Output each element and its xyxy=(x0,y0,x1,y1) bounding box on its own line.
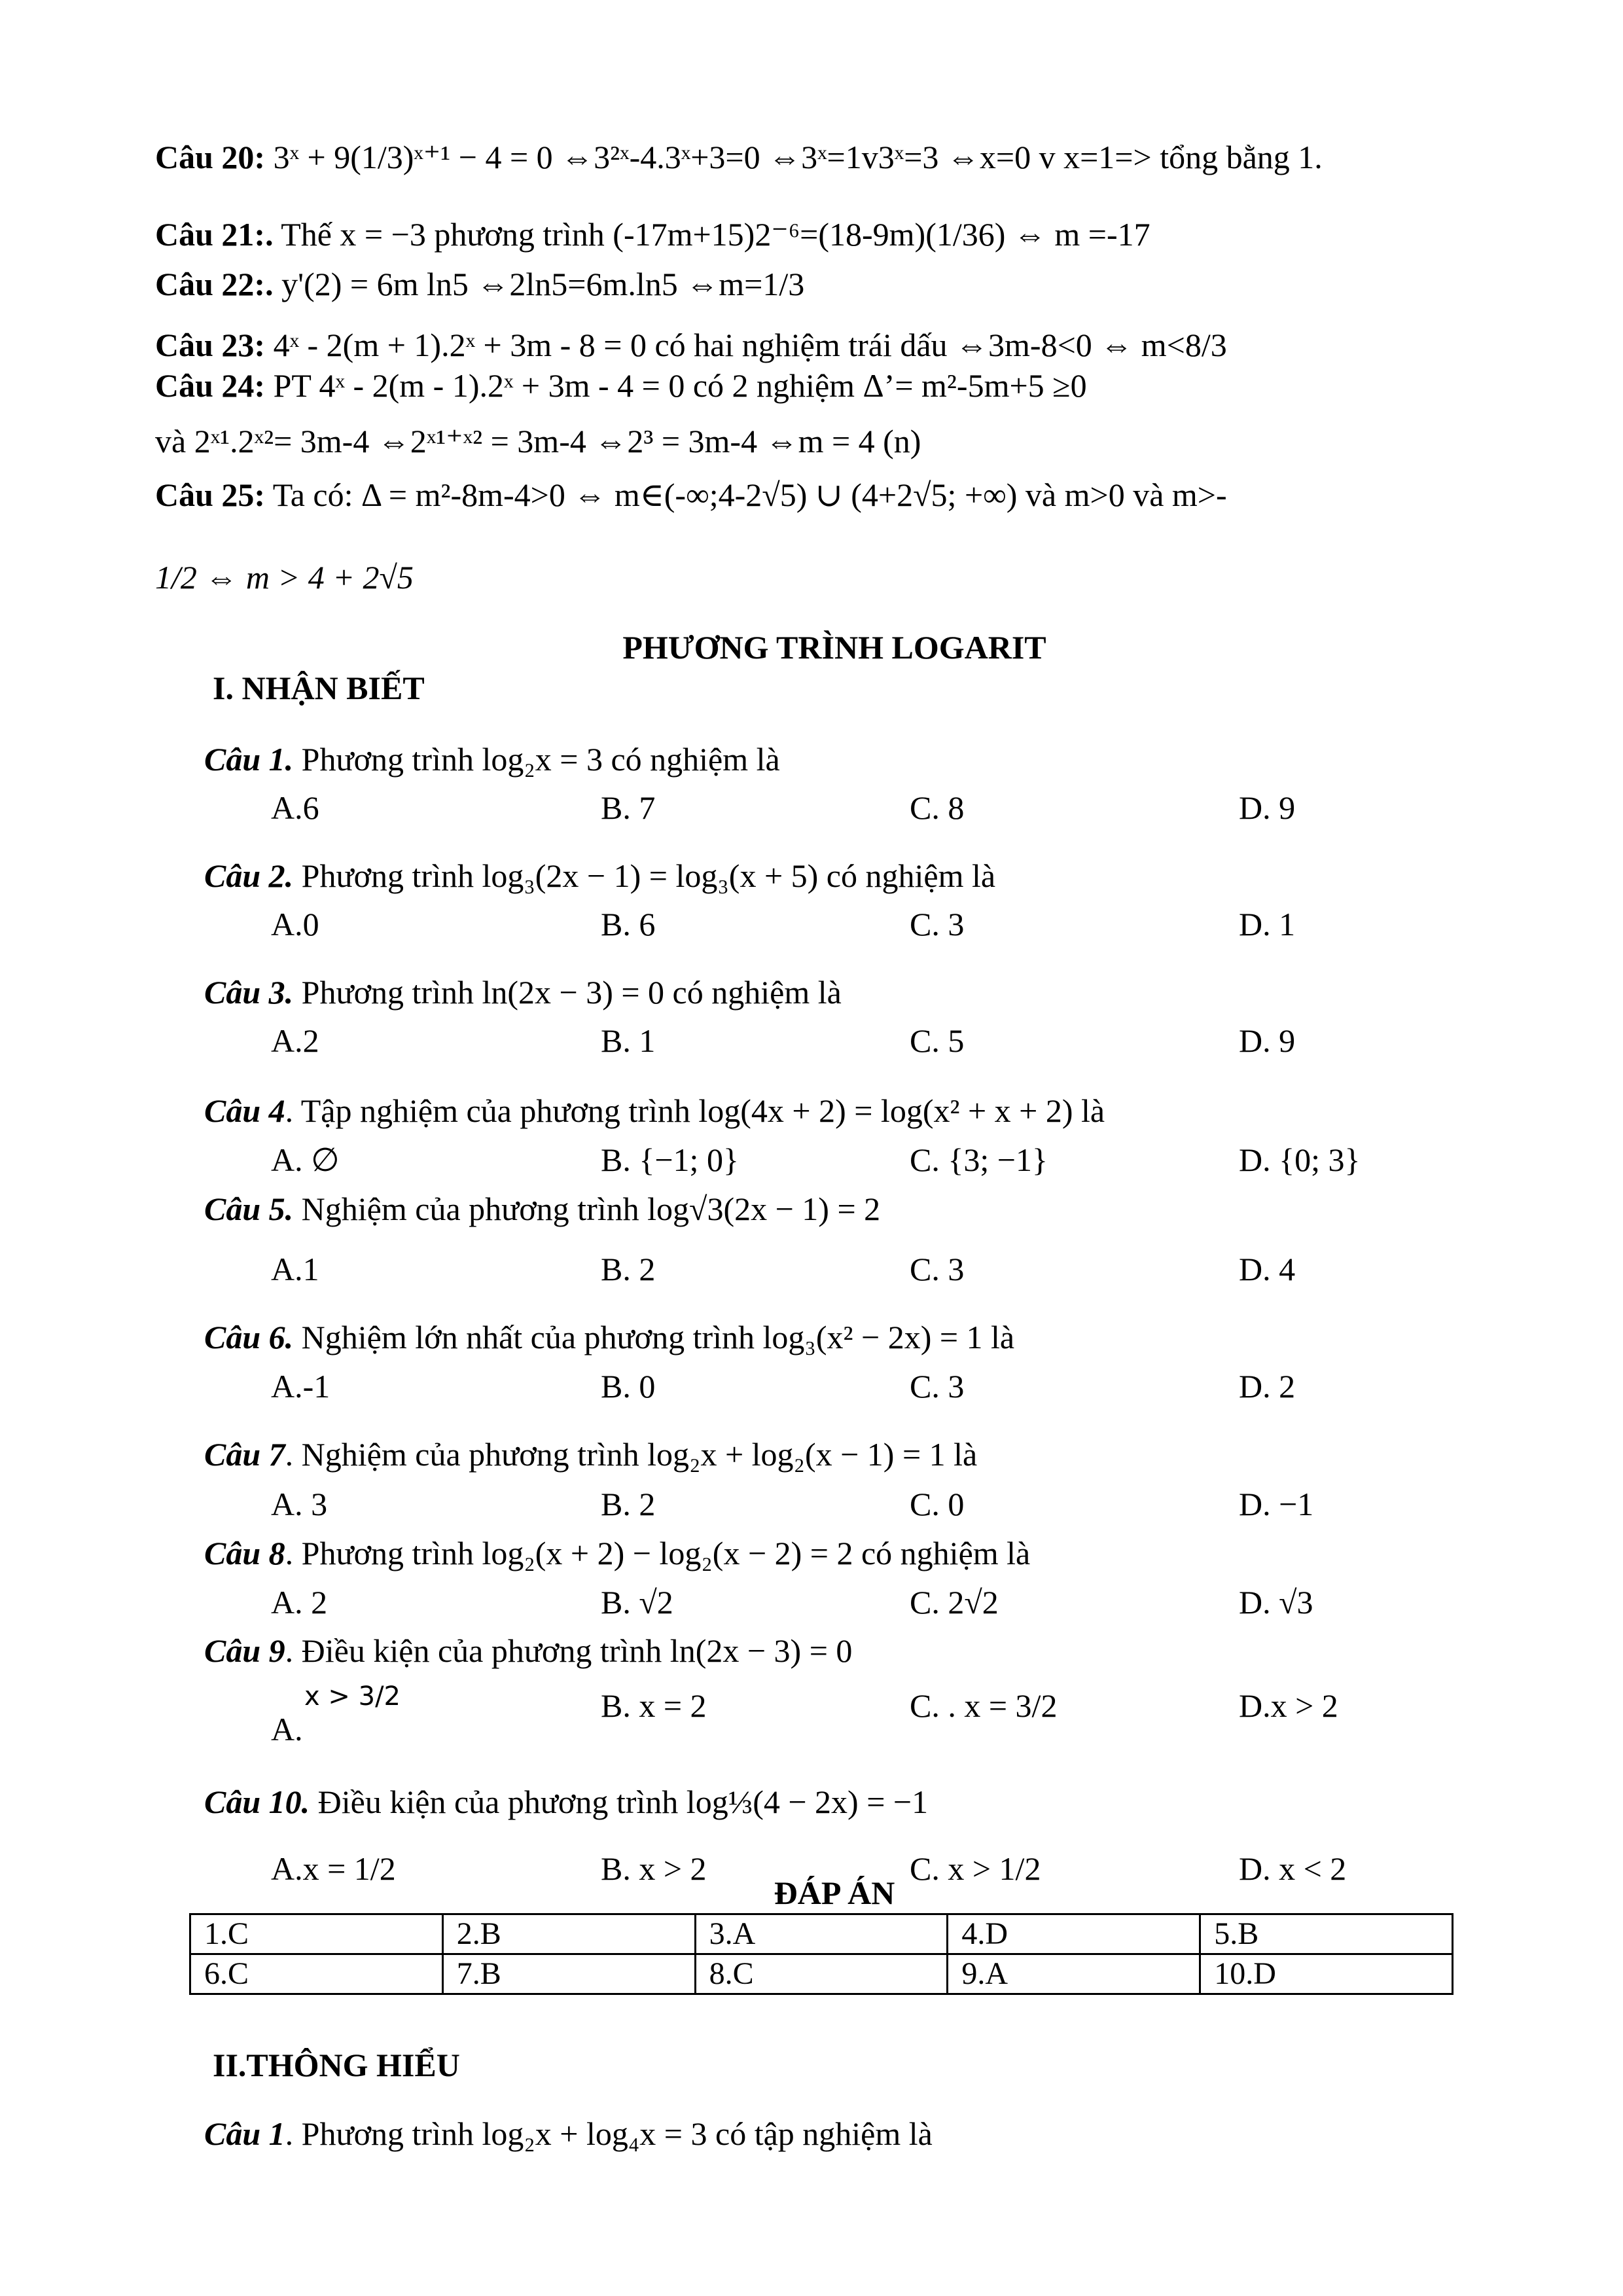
option-b: B. 2 xyxy=(601,1486,656,1522)
option-c: C. . x = 3/2 xyxy=(910,1687,1058,1724)
solution-text: và 2ˣ¹.2ˣ²= 3m-4 ⇔2ˣ¹⁺ˣ² = 3m-4 ⇔2³ = 3m-4 ⇔m = 4 (n) xyxy=(155,423,921,459)
question-7 xyxy=(204,1433,977,1475)
answer-cell: 10.D xyxy=(1200,1954,1453,1994)
option-c: C. 8 xyxy=(910,789,965,826)
option-c: C. 5 xyxy=(910,1022,965,1059)
solution-label: Câu 25: xyxy=(155,476,266,513)
option-b: B. 0 xyxy=(601,1368,656,1405)
option-a: A.2 xyxy=(271,1022,319,1059)
question-text: . Phương trình log₂(x + 2) − log₂(x − 2) = 2 có nghiệm là xyxy=(285,1535,1031,1571)
answer-table xyxy=(189,1913,1454,1995)
option-a: A. ∅ xyxy=(271,1141,340,1178)
option-d: D. 9 xyxy=(1239,1022,1296,1059)
question-text: . Tập nghiệm của phương trình log(4x + 2) = log(x² + x + 2) là xyxy=(285,1092,1105,1129)
option-c: C. {3; −1} xyxy=(910,1141,1048,1178)
question-label: Câu 8 xyxy=(204,1535,285,1571)
question-label: Câu 3. xyxy=(204,974,294,1011)
question-text: . Nghiệm của phương trình log₂x + log₂(x − 1) = 1 là xyxy=(285,1436,978,1473)
solution-text: 1/2 ⇔ m > 4 + 2√5 xyxy=(155,559,414,596)
question-label: Câu 9 xyxy=(204,1632,285,1669)
option-a: A.1 xyxy=(271,1251,319,1287)
option-d: D. √3 xyxy=(1239,1584,1313,1621)
option-d: D. −1 xyxy=(1239,1486,1314,1522)
solution-label: Câu 22:. xyxy=(155,266,274,302)
answer-cell: 6.C xyxy=(190,1954,443,1994)
solution-25-cont xyxy=(155,556,414,598)
option-d: D. {0; 3} xyxy=(1239,1141,1361,1178)
solution-text: PT 4ˣ - 2(m - 1).2ˣ + 3m - 4 = 0 có 2 nghiệm Δ’= m²-5m+5 ≥0 xyxy=(273,367,1087,404)
option-d: D. 4 xyxy=(1239,1251,1296,1287)
solution-20 xyxy=(155,136,1323,178)
question-label: Câu 6. xyxy=(204,1319,294,1355)
section-heading-1: I. NHẬN BIẾT xyxy=(213,670,425,706)
option-c: C. 3 xyxy=(910,1251,965,1287)
solution-24 xyxy=(155,365,1087,406)
question-label: Câu 5. xyxy=(204,1191,294,1227)
solution-label: Câu 23: xyxy=(155,327,266,363)
solution-text: 4ˣ - 2(m + 1).2ˣ + 3m - 8 = 0 có hai nghiệm trái dấu ⇔3m-8<0 ⇔ m<8/3 xyxy=(273,327,1227,363)
question-text: Phương trình ln(2x − 3) = 0 có nghiệm là xyxy=(301,974,842,1011)
solution-text: 3ˣ + 9(1/3)ˣ⁺¹ − 4 = 0 ⇔3²ˣ-4.3ˣ+3=0 ⇔3ˣ=1v3ˣ=3 ⇔x=0 v x=1=> tổng bằng 1. xyxy=(273,139,1323,175)
answer-cell: 2.B xyxy=(442,1914,695,1954)
option-b: B. x > 2 xyxy=(601,1850,707,1887)
option-d: D. x < 2 xyxy=(1239,1850,1347,1887)
option-a: A.-1 xyxy=(271,1368,330,1405)
question-label: Câu 1 xyxy=(204,2115,285,2152)
option-a: A. xyxy=(271,1711,303,1748)
solution-23 xyxy=(155,324,1227,366)
option-d: D.x > 2 xyxy=(1239,1687,1338,1724)
answer-cell: 9.A xyxy=(948,1954,1200,1994)
option-b: B. {−1; 0} xyxy=(601,1141,739,1178)
solution-text: Ta có: Δ = m²-8m-4>0 ⇔ m∈(-∞;4-2√5) ∪ (4+2√5; +∞) và m>0 và m>- xyxy=(272,476,1227,513)
question-5 xyxy=(204,1188,880,1230)
question-label: Câu 4 xyxy=(204,1092,285,1129)
answer-cell: 7.B xyxy=(442,1954,695,1994)
section-heading-2: II.THÔNG HIỂU xyxy=(213,2047,460,2083)
answer-title: ĐÁP ÁN xyxy=(774,1874,895,1911)
question-text: Nghiệm lớn nhất của phương trình log₃(x² − 2x) = 1 là xyxy=(301,1319,1015,1355)
option-b: B. 1 xyxy=(601,1022,656,1059)
option-a: A.x = 1/2 xyxy=(271,1850,396,1887)
question-label: Câu 1. xyxy=(204,741,294,778)
question-6 xyxy=(204,1316,1014,1358)
option-c: C. 3 xyxy=(910,1368,965,1405)
question-label: Câu 2. xyxy=(204,857,294,894)
question-next-1 xyxy=(204,2113,933,2155)
option-a: A.0 xyxy=(271,906,319,942)
question-text: . Phương trình log₂x + log₄x = 3 có tập nghiệm là xyxy=(285,2115,933,2152)
option-d: D. 2 xyxy=(1239,1368,1296,1405)
question-9 xyxy=(204,1630,852,1672)
option-d: D. 9 xyxy=(1239,789,1296,826)
option-b: B. x = 2 xyxy=(601,1687,707,1724)
question-label: Câu 10. xyxy=(204,1784,310,1820)
solution-text: Thế x = −3 phương trình (-17m+15)2⁻⁶=(18-9m)(1/36) ⇔ m =-17 xyxy=(281,216,1150,253)
answer-cell: 3.A xyxy=(695,1914,948,1954)
solution-22 xyxy=(155,263,804,305)
solution-25 xyxy=(155,474,1227,516)
question-text: Phương trình log₂x = 3 có nghiệm là xyxy=(301,741,780,778)
question-8 xyxy=(204,1532,1030,1574)
option-a-math: x > 3/2 xyxy=(304,1681,401,1712)
table-row xyxy=(190,1954,1453,1994)
solution-21 xyxy=(155,213,1150,255)
answer-cell: 4.D xyxy=(948,1914,1200,1954)
solution-label: Câu 21:. xyxy=(155,216,274,253)
option-c: C. 0 xyxy=(910,1486,965,1522)
option-d: D. 1 xyxy=(1239,906,1296,942)
solution-label: Câu 20: xyxy=(155,139,266,175)
answer-cell: 1.C xyxy=(190,1914,443,1954)
option-b: B. 2 xyxy=(601,1251,656,1287)
question-label: Câu 7 xyxy=(204,1436,285,1473)
question-text: Phương trình log₃(2x − 1) = log₃(x + 5) có nghiệm là xyxy=(301,857,996,894)
table-row xyxy=(190,1914,1453,1954)
question-10 xyxy=(204,1781,928,1823)
solution-label: Câu 24: xyxy=(155,367,266,404)
option-b: B. 7 xyxy=(601,789,656,826)
option-c: C. x > 1/2 xyxy=(910,1850,1041,1887)
answer-cell: 5.B xyxy=(1200,1914,1453,1954)
question-3 xyxy=(204,971,842,1013)
question-4 xyxy=(204,1090,1105,1132)
solution-text: y'(2) = 6m ln5 ⇔2ln5=6m.ln5 ⇔m=1/3 xyxy=(281,266,805,302)
option-b: B. √2 xyxy=(601,1584,673,1621)
answer-cell: 8.C xyxy=(695,1954,948,1994)
question-1 xyxy=(204,738,780,780)
question-text: . Điều kiện của phương trình ln(2x − 3) = 0 xyxy=(285,1632,853,1669)
option-c: C. 3 xyxy=(910,906,965,942)
page-title: PHƯƠNG TRÌNH LOGARIT xyxy=(622,629,1046,666)
option-b: B. 6 xyxy=(601,906,656,942)
option-a: A. 3 xyxy=(271,1486,328,1522)
solution-24-cont xyxy=(155,420,921,462)
option-c: C. 2√2 xyxy=(910,1584,999,1621)
option-a: A.6 xyxy=(271,789,319,826)
option-a: A. 2 xyxy=(271,1584,328,1621)
question-text: Nghiệm của phương trình log√3(2x − 1) = 2 xyxy=(301,1191,881,1227)
question-2 xyxy=(204,855,995,897)
question-text: Điều kiện của phương trình log⅓(4 − 2x) = −1 xyxy=(317,1784,929,1820)
